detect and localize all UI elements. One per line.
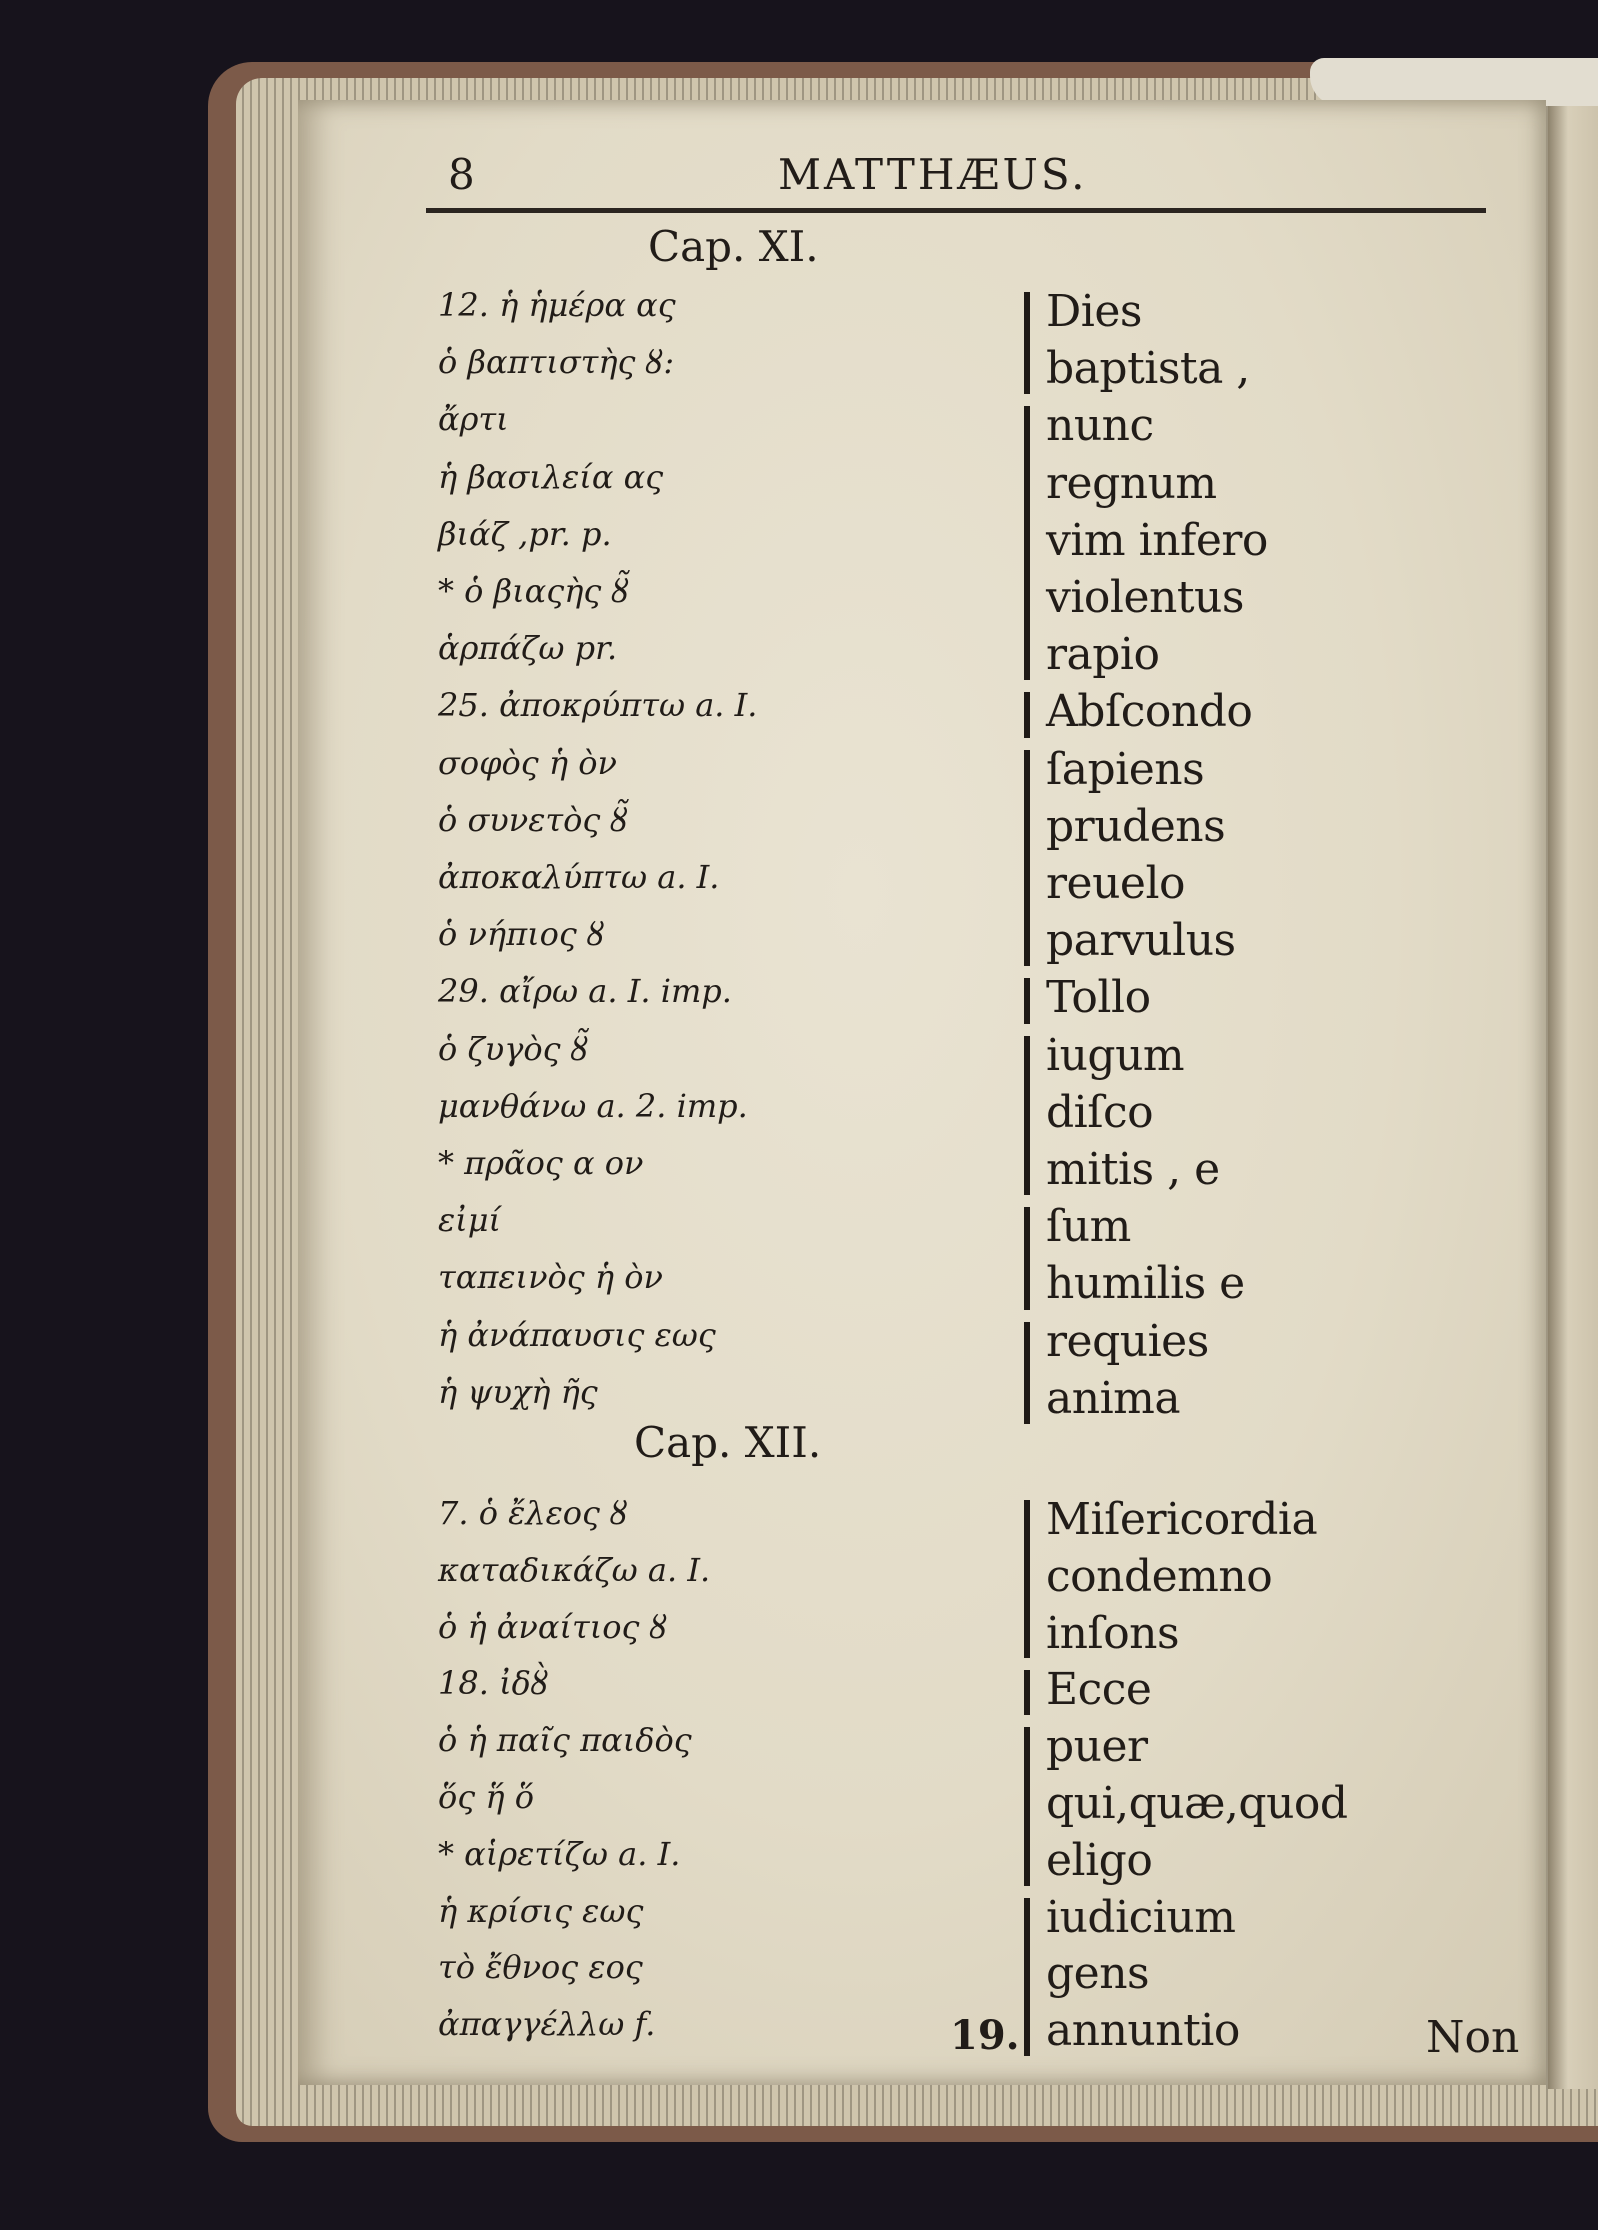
greek-term: 18. ἰδȣ̀ <box>438 1664 549 1703</box>
bracket-bar <box>1024 1500 1030 1658</box>
latin-gloss: nunc <box>1046 400 1154 452</box>
bracket-bar <box>1024 406 1030 680</box>
vocab-row <box>298 343 1546 399</box>
latin-gloss: Abſcondo <box>1046 686 1253 738</box>
torn-corner <box>1310 58 1598 106</box>
latin-gloss: Tollo <box>1046 972 1151 1024</box>
vocab-row <box>298 572 1546 628</box>
vocab-row <box>298 515 1546 571</box>
greek-term: μανθάνω a. 2. imp. <box>438 1086 748 1125</box>
greek-term: ἀποκαλύπτω a. I. <box>438 858 720 896</box>
bracket-bar <box>1024 1727 1030 1885</box>
greek-term: ἡ ἀνάπαυσις εως <box>438 1315 716 1354</box>
bracket-bar <box>1024 1207 1030 1309</box>
bracket-bar <box>1024 1036 1030 1196</box>
latin-gloss: parvulus <box>1046 915 1236 967</box>
bracket-bar <box>1024 1898 1030 2056</box>
facing-page-edge <box>1548 104 1598 2089</box>
latin-gloss: violentus <box>1046 572 1244 623</box>
latin-gloss: gens <box>1046 1948 1150 2000</box>
bracket-bar <box>1024 1322 1030 1424</box>
latin-gloss: puer <box>1046 1721 1148 1773</box>
vocab-row <box>298 1835 1546 1891</box>
greek-term: * ὁ βιαςὴς ȣ̃ <box>438 572 630 610</box>
running-title: MATTHÆUS. <box>778 150 1088 199</box>
greek-term: καταδικάζω a. I. <box>438 1550 711 1589</box>
catchword: Non <box>1426 2012 1520 2063</box>
vocab-row <box>298 744 1546 800</box>
latin-gloss: humilis e <box>1046 1258 1245 1310</box>
vocab-row <box>298 686 1546 742</box>
header-rule <box>426 208 1486 213</box>
vocab-row <box>298 1664 1546 1720</box>
vocab-row <box>298 1373 1546 1429</box>
vocab-row <box>298 1948 1546 2004</box>
latin-gloss: anima <box>1046 1372 1181 1424</box>
greek-term: * αἱρετίζω a. I. <box>438 1834 681 1873</box>
vocab-row <box>298 1778 1546 1834</box>
bracket-bar <box>1024 1670 1030 1715</box>
vocab-row <box>298 1030 1546 1086</box>
vocab-row <box>298 458 1546 514</box>
greek-term: ὁ ἡ παῖς παιδὸς <box>438 1721 692 1760</box>
greek-term: ἡ κρίσις εως <box>438 1891 644 1930</box>
greek-term: * πρᾶος α ον <box>438 1144 644 1182</box>
greek-term: 29. αἴρω a. I. imp. <box>438 972 732 1011</box>
vocab-row <box>298 1087 1546 1143</box>
greek-term: 25. ἀποκρύπτω a. I. <box>438 686 758 725</box>
latin-gloss: vim infero <box>1046 514 1268 566</box>
vocab-row <box>298 972 1546 1028</box>
latin-gloss: condemno <box>1046 1550 1273 1602</box>
vocab-row <box>298 1551 1546 1607</box>
latin-gloss: iudicium <box>1046 1891 1236 1943</box>
latin-gloss: inſons <box>1046 1607 1180 1659</box>
greek-term: σοφὸς ἡ ὸν <box>438 743 617 782</box>
latin-gloss: mitis , e <box>1046 1144 1220 1195</box>
bracket-bar <box>1024 692 1030 737</box>
latin-gloss: prudens <box>1046 800 1226 852</box>
latin-gloss: Ecce <box>1046 1664 1152 1716</box>
latin-gloss: requies <box>1046 1315 1209 1367</box>
vocab-row <box>298 1494 1546 1550</box>
vocab-row <box>298 915 1546 971</box>
greek-term: εἰμί <box>438 1201 502 1240</box>
latin-gloss: regnum <box>1046 457 1217 509</box>
verse-marker: 19. <box>950 2012 1020 2059</box>
greek-term: ὁ ζυγὸς ȣ̃ <box>438 1029 589 1068</box>
running-head <box>298 150 1546 210</box>
vocab-row <box>298 858 1546 914</box>
vocab-row <box>298 1608 1546 1664</box>
greek-term: ὁ νήπιος ȣ <box>438 915 605 954</box>
book-page <box>298 100 1546 2085</box>
greek-term: ὁ ἡ ἀναίτιος ȣ <box>438 1607 668 1646</box>
bracket-bar <box>1024 750 1030 967</box>
latin-gloss: eligo <box>1046 1834 1153 1886</box>
vocab-row <box>298 1721 1546 1777</box>
greek-term: τὸ ἔθνος εος <box>438 1948 643 1987</box>
greek-term: ἄρτι <box>438 400 509 439</box>
greek-term: 12. ἡ ἡμέρα ας <box>438 286 676 324</box>
latin-gloss: diſco <box>1046 1086 1154 1138</box>
greek-term: 7. ὁ ἔλεος ȣ <box>438 1494 628 1532</box>
vocab-row <box>298 1892 1546 1948</box>
latin-gloss: reuelo <box>1046 858 1186 909</box>
greek-term: ταπεινὸς ἡ ὸν <box>438 1258 663 1297</box>
greek-term: ὅς ἥ ὅ <box>438 1778 534 1816</box>
page-number: 8 <box>448 150 475 199</box>
greek-term: ὁ συνετὸς ȣ̃ <box>438 800 629 839</box>
chapter-heading-xi: Cap. XI. <box>648 222 819 271</box>
bracket-bar <box>1024 292 1030 394</box>
vocab-row <box>298 1258 1546 1314</box>
vocab-row <box>298 2005 1546 2061</box>
latin-gloss: ſum <box>1046 1201 1131 1253</box>
greek-term: ἡ βασιλεία ας <box>438 457 664 496</box>
greek-term: βιάζ ,pr. p. <box>438 514 612 553</box>
chapter-heading-xii: Cap. XII. <box>634 1418 822 1467</box>
vocab-row <box>298 1316 1546 1372</box>
greek-term: ἁρπάζω pr. <box>438 629 618 668</box>
vocab-row <box>298 286 1546 342</box>
vocab-row <box>298 400 1546 456</box>
vocab-row <box>298 1201 1546 1257</box>
latin-gloss: iugum <box>1046 1029 1185 1081</box>
vocab-row <box>298 1144 1546 1200</box>
greek-term: ἀπαγγέλλω f. <box>438 2005 656 2044</box>
bracket-bar <box>1024 978 1030 1023</box>
latin-gloss: Dies <box>1046 286 1142 337</box>
latin-gloss: baptista , <box>1046 343 1250 395</box>
latin-gloss: qui,quæ,quod <box>1046 1778 1348 1829</box>
latin-gloss: rapio <box>1046 629 1160 681</box>
vocab-row <box>298 801 1546 857</box>
latin-gloss: annuntio <box>1046 2005 1240 2057</box>
vocab-row <box>298 629 1546 685</box>
greek-term: ὁ βαπτιστὴς ȣ: <box>438 343 675 382</box>
latin-gloss: ſapiens <box>1046 743 1205 795</box>
greek-term: ἡ ψυχὴ ῆς <box>438 1372 598 1411</box>
latin-gloss: Miſericordia <box>1046 1494 1318 1545</box>
